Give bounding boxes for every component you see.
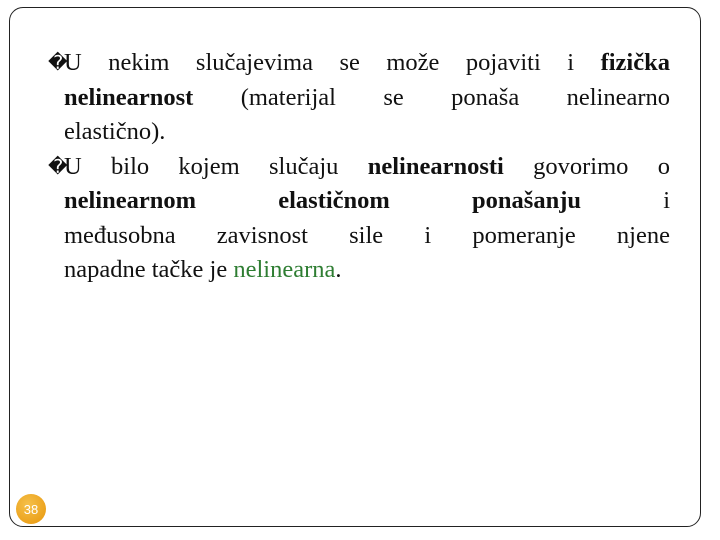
p1-text-1: U nekim slučajevima se može pojaviti i	[64, 49, 601, 76]
paragraph-2-line-2	[64, 184, 670, 219]
paragraph-1-line-1	[64, 46, 670, 81]
paragraph-1-line-2	[64, 81, 670, 116]
p2-bold-2: nelinearnom	[64, 187, 197, 214]
bullet-paragraph-1	[48, 46, 670, 150]
p1-bold-1: fizička	[600, 49, 670, 76]
p1-text-3: elastično).	[64, 118, 166, 145]
paragraph-2-line-3	[64, 219, 670, 254]
p2-text-3: i	[663, 187, 670, 214]
slide-content	[48, 46, 670, 288]
paragraph-2-line-1	[64, 150, 670, 185]
bullet-paragraph-2	[48, 150, 670, 288]
p2-text-4: međusobna zavisnost sile i pomeranje njene	[64, 221, 670, 249]
p1-bold-2: nelinearnost	[64, 83, 194, 111]
bullet-icon: �	[48, 52, 68, 74]
bullet-icon: �	[48, 155, 68, 178]
p2-text-5: napadne tačke je	[64, 256, 234, 283]
p2-bold-1: nelinearnosti	[367, 152, 504, 180]
p2-bold-3: elastičnom	[278, 187, 390, 214]
slide-number-badge: 38	[16, 494, 46, 524]
paragraph-1-line-3	[64, 115, 670, 150]
p2-end: .	[335, 256, 342, 283]
p2-green-term: nelinearna	[233, 256, 336, 283]
p2-text-2: govorimo o	[503, 152, 670, 180]
paragraph-2-line-4	[64, 253, 670, 288]
p2-text-1: U bilo kojem slučaju	[64, 152, 368, 180]
p1-text-2: (materijal se ponaša nelinearno	[193, 83, 670, 111]
p2-bold-4: ponašanju	[472, 187, 581, 214]
